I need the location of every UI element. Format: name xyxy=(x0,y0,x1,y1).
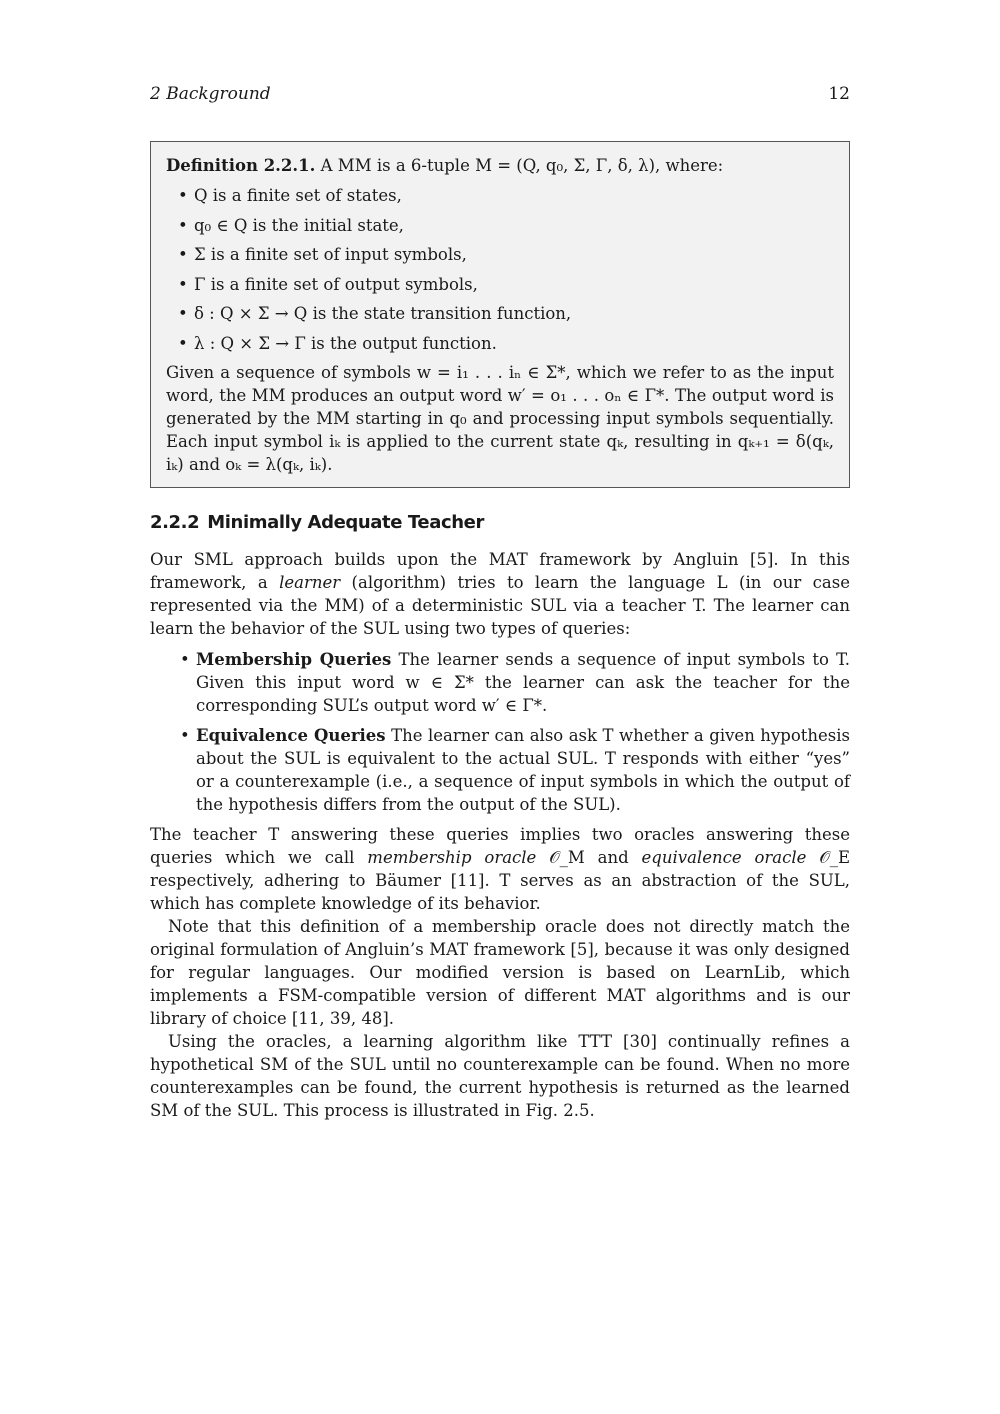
definition-item: • λ : Q × Σ → Γ is the output function. xyxy=(194,332,834,355)
query-list xyxy=(150,648,850,816)
definition-paragraph: Given a sequence of symbols w = i₁ . . . iₙ ∈ Σ*, which we refer to as the input word, the MM produces an output word w′ = o₁ . . . oₙ ∈ Γ*. The output word is generated by the MM starting in q₀ and processing input symbols sequentially. Each input symbol iₖ is applied to the current state qₖ, resulting in qₖ₊₁ = δ(qₖ, iₖ) and oₖ = λ(qₖ, iₖ). xyxy=(166,363,834,474)
definition-item: • Q is a finite set of states, xyxy=(194,184,834,207)
body-text xyxy=(150,548,850,1122)
query-item-equivalence xyxy=(196,724,850,816)
section-title: Minimally Adequate Teacher xyxy=(207,512,484,533)
text-run: The teacher T answering these queries implies two oracles answering these queries which we call xyxy=(150,825,850,867)
definition-list xyxy=(166,184,834,355)
query-name: Membership Queries xyxy=(196,650,392,669)
paragraph-intro xyxy=(150,548,850,640)
header-section: 2 Background xyxy=(150,84,271,104)
emphasis-learner: learner xyxy=(279,573,341,592)
paragraph-process: Using the oracles, a learning algorithm like TTT [30] continually refines a hypothetical SM of the SUL until no counterexample can be found. When no more counterexamples can be found, the current hypothesis is returned as the learned SM of the SUL. This process is illustrated in Fig. 2.5. xyxy=(150,1032,850,1120)
definition-box xyxy=(150,141,850,488)
section-heading xyxy=(150,512,484,533)
paragraph-note: Note that this definition of a membership oracle does not directly match the original formulation of Angluin’s MAT framework [5], because it was only designed for regular languages. Our modified version is based on LearnLib, which implements a FSM-compatible version of different MAT algorithms and is our library of choice [11, 39, 48]. xyxy=(150,917,850,1028)
text-run: 𝒪_E respectively, adhering to Bäumer [11]. T serves as an abstraction of the SUL, which has complete knowledge of its behavior. xyxy=(150,848,851,913)
definition-item: • Σ is a finite set of input symbols, xyxy=(194,243,834,266)
text-run: 𝒪_M and xyxy=(536,848,642,867)
section-number: 2.2.2 xyxy=(150,512,200,533)
text-run: Our SML approach builds upon the MAT framework by Angluin [5]. In this framework, a xyxy=(150,550,850,592)
paragraph-oracles xyxy=(150,823,850,915)
text-run: (algorithm) tries to learn the language L (in our case represented via the MM) of a deterministic SUL via a teacher T. The learner can learn the behavior of the SUL using two types of queries: xyxy=(150,573,850,638)
definition-label: Definition 2.2.1. xyxy=(166,156,316,175)
emphasis-equivalence-oracle: equivalence oracle xyxy=(641,848,807,867)
query-text: The learner sends a sequence of input symbols to T. Given this input word w ∈ Σ* the learner can ask the teacher for the corresponding SUL’s output word w′ ∈ Γ*. xyxy=(196,650,850,715)
page-number: 12 xyxy=(828,84,850,104)
query-item-membership xyxy=(196,648,850,717)
definition-item: • Γ is a finite set of output symbols, xyxy=(194,273,834,296)
definition-intro: A MM is a 6-tuple M = (Q, q₀, Σ, Γ, δ, λ), where: xyxy=(320,156,724,175)
query-text: The learner can also ask T whether a given hypothesis about the SUL is equivalent to the actual SUL. T responds with either “yes” or a counterexample (i.e., a sequence of input symbols in which the output of the hypothesis differs from the output of the SUL). xyxy=(196,726,850,814)
query-name: Equivalence Queries xyxy=(196,726,386,745)
definition-item: • δ : Q × Σ → Q is the state transition function, xyxy=(194,302,834,325)
emphasis-membership-oracle: membership oracle xyxy=(367,848,537,867)
definition-item: • q₀ ∈ Q is the initial state, xyxy=(194,214,834,237)
definition-lead xyxy=(166,154,834,177)
